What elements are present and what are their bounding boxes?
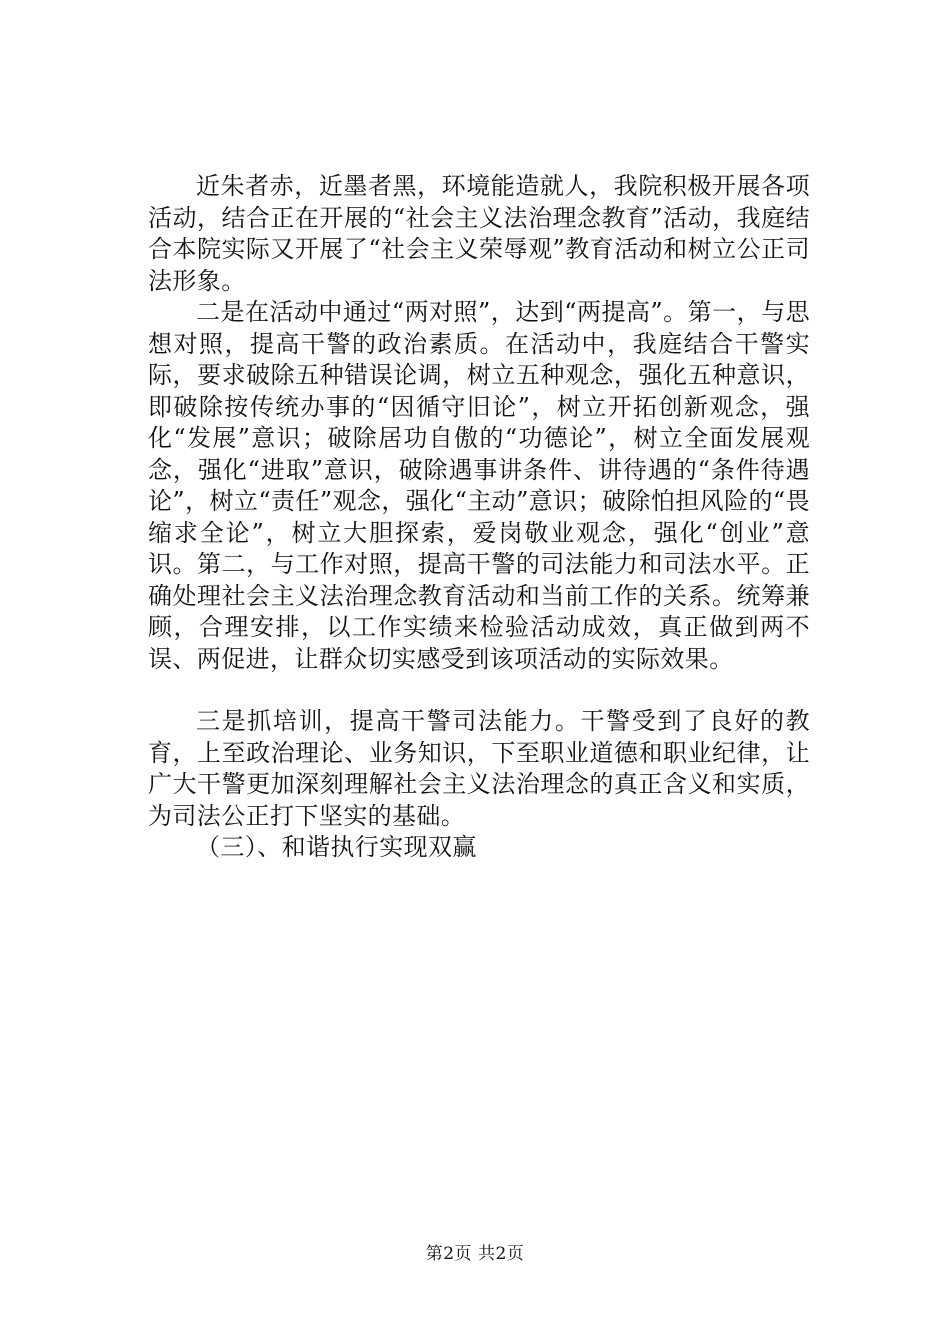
page-footer: 第2页 共2页 [425,1244,525,1264]
paragraph-1: 近朱者赤，近墨者黑，环境能造就人，我院积极开展各项活动，结合正在开展的“社会主义法治理念教育”活动，我庭结合本院实际又开展了“社会主义荣辱观”教育活动和树立公正司法形象。 [148,172,810,295]
paragraph-3: 三是抓培训，提高干警司法能力。干警受到了良好的教育，上至政治理论、业务知识，下至职业道德和职业纪律，让广大干警更加深刻理解社会主义法治理念的真正含义和实质，为司法公正打下坚实的基础。 [148,707,810,830]
paragraph-2: 二是在活动中通过“两对照”，达到“两提高”。第一，与思想对照，提高干警的政治素质。在活动中，我庭结合干警实际，要求破除五种错误论调，树立五种观念，强化五种意识，即破除按传统办事的“因循守旧论”，树立开拓创新观念，强化“发展”意识；破除居功自傲的“功德论”，树立全面发展观念，强化“进取”意识，破除遇事讲条件、讲待遇的“条件待遇论”，树立“责任”观念，强化“主动”意识；破除怕担风险的“畏缩求全论”，树立大胆探索，爱岗敬业观念，强化“创业”意识。第二，与工作对照，提高干警的司法能力和司法水平。正确处理社会主义法治理念教育活动和当前工作的关系。统筹兼顾，合理安排，以工作实绩来检验活动成效，真正做到两不误、两促进，让群众切实感受到该项活动的实际效果。 [148,298,810,673]
document-body [148,171,810,864]
section-heading: （三）、和谐执行实现双赢 [196,833,477,861]
